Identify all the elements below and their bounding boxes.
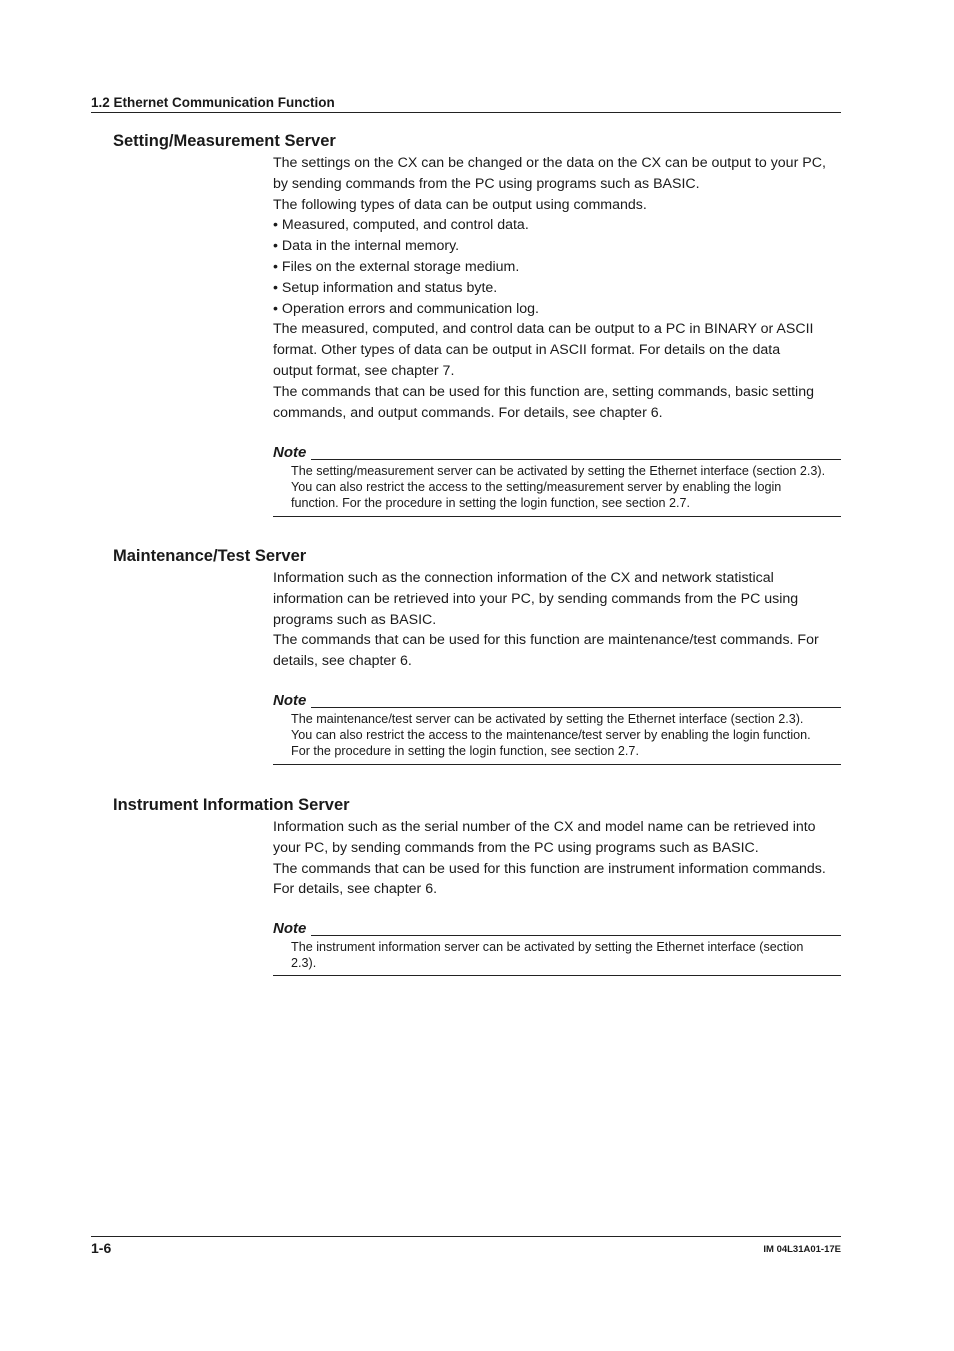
bullet-item: • Files on the external storage medium. <box>273 258 520 275</box>
running-header <box>91 95 841 113</box>
body-line: information can be retrieved into your PC, by sending commands from the PC using <box>273 590 799 607</box>
body-line: commands, and output commands. For details, see chapter 6. <box>273 404 663 421</box>
body-line: your PC, by sending commands from the PC using programs such as BASIC. <box>273 839 759 856</box>
section-body-instrument-information-server <box>273 817 841 900</box>
page-footer <box>91 1236 841 1256</box>
note-box-maintenance-test <box>273 691 841 765</box>
note-line: function. For the procedure in setting the login function, see section 2.7. <box>291 496 691 511</box>
running-header-title: 1.2 Ethernet Communication Function <box>91 95 335 110</box>
note-line: 2.3). <box>291 956 317 971</box>
note-text <box>291 463 841 516</box>
bullet-item: • Measured, computed, and control data. <box>273 217 529 234</box>
body-line: The commands that can be used for this function are, setting commands, basic setting <box>273 383 814 400</box>
body-line: The commands that can be used for this function are instrument information commands. <box>273 860 826 877</box>
body-line: details, see chapter 6. <box>273 653 412 670</box>
section-body-maintenance-test-server <box>273 568 841 672</box>
note-label: Note <box>273 444 307 461</box>
body-line: format. Other types of data can be output in ASCII format. For details on the data <box>273 342 781 359</box>
body-line: The measured, computed, and control data can be output to a PC in BINARY or ASCII <box>273 321 814 338</box>
document-id: IM 04L31A01-17E <box>763 1244 841 1255</box>
body-line: by sending commands from the PC using programs such as BASIC. <box>273 175 700 192</box>
body-line: The following types of data can be output using commands. <box>273 196 647 213</box>
note-line: For the procedure in setting the login function, see section 2.7. <box>291 744 639 759</box>
note-line: You can also restrict the access to the maintenance/test server by enabling the login function. <box>291 728 811 743</box>
body-line: For details, see chapter 6. <box>273 881 438 898</box>
body-line: The settings on the CX can be changed or the data on the CX can be output to your PC, <box>273 155 826 171</box>
section-body-setting-measurement-server <box>273 153 841 423</box>
body-line: The commands that can be used for this function are maintenance/test commands. For <box>273 632 819 649</box>
section-title-instrument-information-server: Instrument Information Server <box>113 796 350 814</box>
bullet-item: • Operation errors and communication log. <box>273 300 539 317</box>
body-line: programs such as BASIC. <box>273 611 437 628</box>
bullet-item: • Data in the internal memory. <box>273 238 460 255</box>
note-rule <box>311 707 841 708</box>
body-line: Information such as the serial number of the CX and model name can be retrieved into <box>273 819 816 835</box>
section-title-setting-measurement-server: Setting/Measurement Server <box>113 132 336 150</box>
note-box-instrument-information <box>273 919 841 976</box>
section-title-maintenance-test-server: Maintenance/Test Server <box>113 547 307 565</box>
note-text <box>291 939 841 975</box>
note-text <box>291 711 841 764</box>
note-line: You can also restrict the access to the setting/measurement server by enabling the login <box>291 480 782 495</box>
note-rule <box>311 935 841 936</box>
body-line: output format, see chapter 7. <box>273 362 455 379</box>
note-rule <box>311 459 841 460</box>
note-label: Note <box>273 692 307 709</box>
note-heading <box>273 919 841 937</box>
note-box-setting-measurement <box>273 443 841 517</box>
note-line: The setting/measurement server can be activated by setting the Ethernet interface (section 2.3). <box>291 464 826 478</box>
note-heading <box>273 691 841 709</box>
note-label: Note <box>273 920 307 937</box>
note-line: The maintenance/test server can be activated by setting the Ethernet interface (section 2.3). <box>291 712 804 726</box>
note-heading <box>273 443 841 461</box>
body-line: Information such as the connection information of the CX and network statistical <box>273 570 774 586</box>
bullet-item: • Setup information and status byte. <box>273 279 498 296</box>
page-number: 1-6 <box>91 1240 112 1256</box>
note-line: The instrument information server can be activated by setting the Ethernet interface (section <box>291 940 804 954</box>
